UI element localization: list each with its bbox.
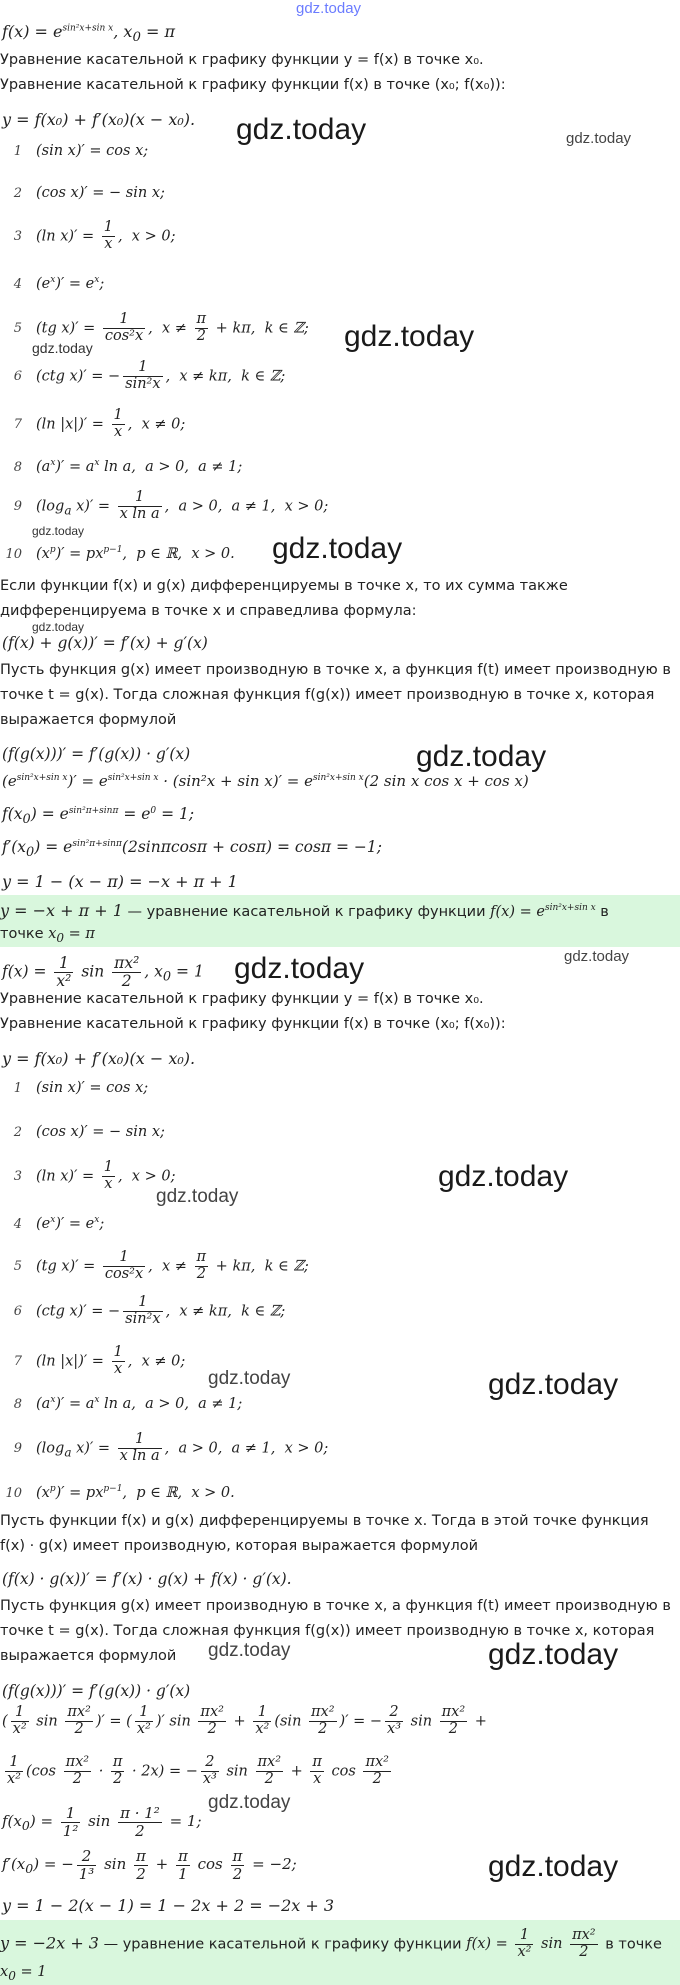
product-rule-text: Пусть функции f(x) и g(x) дифференцируемы в точке x. Тогда в этой точке функция: [0, 1513, 649, 1529]
chain-rule-text: точке t = g(x). Тогда сложная функция f(g(x)) имеет производную в точке x, которая: [0, 687, 655, 703]
watermark: gdz.today: [416, 740, 547, 773]
watermark: gdz.today: [564, 948, 630, 965]
rule-item: 5 (tg x)′ = $\frac{1}{\text{cos²x}}$ , x ≠ $\frac{\pi}{2}$ + kπ, k ∈ ℤ;: [13, 1249, 309, 1282]
rule-item: 3 (ln x)′ = $\frac{1}{x}$ , x > 0;: [13, 219, 176, 252]
rule-item: 2 (cos x)′ = − sin x;: [13, 185, 165, 201]
tangent-computation: y = 1 − 2(x − 1) = 1 − 2x + 2 = −2x + 3: [2, 1896, 335, 1915]
watermark: gdz.today: [236, 113, 367, 146]
watermark: gdz.today: [32, 524, 85, 538]
chain-rule-text: Пусть функция g(x) имеет производную в точке x, а функция f(t) имеет производную в: [0, 1598, 671, 1614]
watermark: gdz.today: [488, 1638, 619, 1671]
watermark: gdz.today: [488, 1368, 619, 1401]
chain-rule-formula: (f(g(x)))′ = f′(g(x)) · g′(x): [2, 1682, 191, 1700]
watermark: gdz.today: [208, 1640, 291, 1661]
derivative-computation: $\frac{1}{\text{x²}}$ (cos $\frac{\text{πx²}}{2}$ · $\frac{\pi}{2}$ · 2x) = − $\frac{2}{\text{x³}}$ sin $\frac{\text{πx²}}{2}$ + $\frac{\pi}{x}$ cos $\frac{\text{πx²}}{2}$: [7, 1754, 389, 1787]
watermark: gdz.today: [272, 532, 403, 565]
watermark: gdz.today: [156, 1186, 239, 1207]
watermark: gdz.today: [566, 130, 632, 147]
rule-item: 7 (ln |x|)′ = $\frac{1}{x}$ , x ≠ 0;: [13, 407, 186, 440]
tangent-formula: y = f(x₀) + f′(x₀)(x − x₀).: [2, 1049, 196, 1068]
intro-line-2: Уравнение касательной к графику функции f(x) в точке (x₀; f(x₀)):: [0, 77, 506, 93]
sum-rule-text: дифференцируема в точке x и справедлива формула:: [0, 603, 417, 619]
watermark: gdz.today: [32, 620, 85, 634]
rule-item: 4 $(e^x)' = e^x$;: [13, 275, 105, 292]
watermark: gdz.today: [208, 1368, 291, 1389]
derivative-computation: $(e^{sin^2x+sin x})' = e^{sin^2x+sin x} \cdot (\sin^2x + \sin x)' = e^{sin^2x+sin x}(2$ sin x cos x + cos x): [2, 772, 529, 790]
answer-text: y = −2x + 3 — уравнение касательной к графику функции f(x) = $\frac{1}{\text{x²}}$ sin $\frac{\text{πx²}}{2}$ в точке: [0, 1927, 662, 1960]
rule-item: 8 $(a^x)' = a^x$ ln a, a > 0, a ≠ 1;: [13, 458, 243, 475]
tangent-formula: y = f(x₀) + f′(x₀)(x − x₀).: [2, 110, 196, 129]
sum-rule-formula: (f(x) + g(x))′ = f′(x) + g′(x): [2, 634, 208, 652]
chain-rule-text: Пусть функция g(x) имеет производную в точке x, а функция f(t) имеет производную в: [0, 662, 671, 678]
rule-item: 10 $(x^p)' = px^{p-1}$, p ∈ ℝ, x > 0.: [5, 1484, 235, 1501]
chain-rule-formula: (f(g(x)))′ = f′(g(x)) · g′(x): [2, 745, 191, 763]
f-prime-at-x0: $f'(x_0)$ = − $\frac{2}{\text{1³}}$ sin $\frac{\pi}{2}$ + $\frac{\pi}{1}$ cos $\frac{\pi}{2}$ = −2;: [2, 1847, 297, 1883]
rule-item: 2 (cos x)′ = − sin x;: [13, 1124, 165, 1140]
rule-item: 9 ($\log_a$ x)′ = $\frac{1}{\text{x ln a}}$ , a > 0, a ≠ 1, x > 0;: [13, 1431, 329, 1464]
answer-text: точке $x_0 = \pi$: [0, 926, 95, 945]
rule-item: 6 (ctg x)′ = − $\frac{1}{\text{sin²x}}$ , x ≠ kπ, k ∈ ℤ;: [13, 359, 286, 392]
rule-item: 5 (tg x)′ = $\frac{1}{\text{cos²x}}$ , x ≠ $\frac{\pi}{2}$ + kπ, k ∈ ℤ;: [13, 311, 309, 344]
watermark: gdz.today: [296, 0, 362, 17]
chain-rule-text: выражается формулой: [0, 1648, 177, 1664]
rule-item: 3 (ln x)′ = $\frac{1}{x}$ , x > 0;: [13, 1159, 176, 1192]
intro-line-1: Уравнение касательной к графику функции y = f(x) в точке x₀.: [0, 991, 484, 1007]
product-rule-formula: (f(x) · g(x))′ = f′(x) · g(x) + f(x) · g′(x).: [2, 1570, 292, 1588]
rule-item: 10 $(x^p)' = px^{p-1}$, p ∈ ℝ, x > 0.: [5, 545, 235, 562]
problem-header: f(x) = $\frac{1}{\text{x²}}$ sin $\frac{\text{πx²}}{2}$ , $x_0 = 1$: [2, 954, 204, 991]
chain-rule-text: выражается формулой: [0, 712, 177, 728]
intro-line-1: Уравнение касательной к графику функции y = f(x) в точке x₀.: [0, 52, 484, 68]
rule-item: 6 (ctg x)′ = − $\frac{1}{\text{sin²x}}$ , x ≠ kπ, k ∈ ℤ;: [13, 1294, 286, 1327]
watermark: gdz.today: [208, 1792, 291, 1813]
rule-item: 1 (sin x)′ = cos x;: [13, 1080, 149, 1096]
rule-item: 7 (ln |x|)′ = $\frac{1}{x}$ , x ≠ 0;: [13, 1344, 186, 1377]
problem-header: $f(x) = e^{sin^2x+sin x}$, $x_0 = \pi$: [2, 22, 176, 46]
answer-text: $x_0 = 1$: [0, 1964, 47, 1983]
chain-rule-text: точке t = g(x). Тогда сложная функция f(g(x)) имеет производную в точке x, которая: [0, 1623, 655, 1639]
intro-line-2: Уравнение касательной к графику функции f(x) в точке (x₀; f(x₀)):: [0, 1016, 506, 1032]
answer-text: y = −x + π + 1 — уравнение касательной к графику функции $f(x) = e^{sin^2x+sin x}$ в: [0, 901, 609, 920]
rule-item: 1 (sin x)′ = cos x;: [13, 143, 149, 159]
f-at-x0: $f(x_0)$ = $\frac{1}{\text{1²}}$ sin $\frac{\text{π · 1²}}{2}$ = 1;: [2, 1804, 202, 1840]
rule-item: 9 ($\log_a$ x)′ = $\frac{1}{\text{x ln a}}$ , a > 0, a ≠ 1, x > 0;: [13, 489, 329, 522]
watermark: gdz.today: [344, 320, 475, 353]
watermark: gdz.today: [488, 1850, 619, 1883]
watermark: gdz.today: [32, 340, 93, 356]
f-prime-at-x0: $f'(x_0) = e^{sin^2\pi+sin\pi}(2\sin\pi\cos\pi + \cos\pi) = \cos\pi = -1$;: [2, 838, 383, 861]
sum-rule-text: Если функции f(x) и g(x) дифференцируемы в точке x, то их сумма также: [0, 578, 568, 594]
tangent-computation: y = 1 − (x − π) = −x + π + 1: [2, 872, 238, 891]
derivative-computation: ( $\frac{1}{\text{x²}}$ sin $\frac{\text{πx²}}{2}$ )′ = ( $\frac{1}{\text{x²}}$ )′ sin $\frac{\text{πx²}}{2}$ + $\frac{1}{\text{x²}}$ (sin $\frac{\text{πx²}}{2}$ )′ = − $\frac{2}{\text{x³}}$ sin $\frac{\text{πx²}}{2}$ +: [2, 1704, 487, 1737]
watermark: gdz.today: [234, 952, 365, 985]
watermark: gdz.today: [438, 1160, 569, 1193]
rule-item: 4 $(e^x)' = e^x$;: [13, 1215, 105, 1232]
product-rule-text: f(x) · g(x) имеет производную, которая выражается формулой: [0, 1538, 479, 1554]
f-at-x0: $f(x_0) = e^{sin^2\pi+sin\pi} = e^0 = 1$;: [2, 805, 195, 828]
rule-item: 8 $(a^x)' = a^x$ ln a, a > 0, a ≠ 1;: [13, 1395, 243, 1412]
